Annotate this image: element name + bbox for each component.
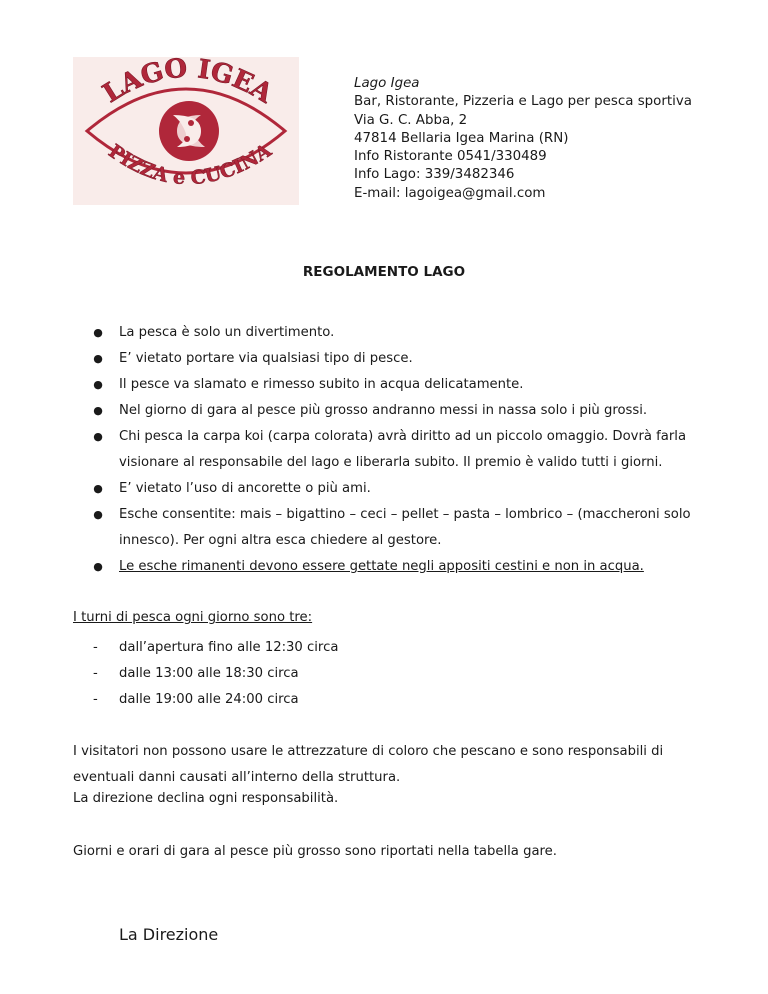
- logo: [73, 57, 299, 205]
- business-name: Lago Igea: [354, 76, 420, 91]
- logo-top-text: LAGO IGEA: [97, 57, 278, 110]
- page-title: REGOLAMENTO LAGO: [302, 264, 466, 280]
- rule-item: ● Chi pesca la carpa koi (carpa colorata) avrà diritto ad un piccolo omaggio. Dovrà farla visionare al responsabile del lago e liberarla subito. Il premio è valido tutti i giorni.: [93, 424, 693, 476]
- signature: La Direzione: [119, 925, 219, 944]
- contact-block: [354, 75, 692, 203]
- bullet-icon: ●: [93, 482, 103, 495]
- rule-item: ● Esche consentite: mais – bigattino – ceci – pellet – pasta – lombrico – (maccheroni solo innesco). Per ogni altra esca chiedere al gestore.: [93, 502, 693, 554]
- bullet-icon: ●: [93, 508, 103, 521]
- fish-emblem-icon: [73, 57, 299, 205]
- email: E-mail: lagoigea@gmail.com: [354, 185, 546, 201]
- competition-note: Giorni e orari di gara al pesce più grosso sono riportati nella tabella gare.: [73, 844, 557, 859]
- phone-lake: Info Lago: 339/3482346: [354, 167, 515, 183]
- dash-icon: -: [93, 666, 98, 681]
- bullet-icon: ●: [93, 378, 103, 391]
- bullet-icon: ●: [93, 404, 103, 417]
- business-tagline: Bar, Ristorante, Pizzeria e Lago per pesca sportiva: [354, 94, 692, 110]
- shift-item: - dalle 19:00 alle 24:00 circa: [93, 687, 338, 713]
- rule-item: ● Le esche rimanenti devono essere gettate negli appositi cestini e non in acqua.: [93, 554, 693, 580]
- notice-disclaimer: La direzione declina ogni responsabilità.: [73, 791, 339, 806]
- rules-list: [93, 320, 693, 580]
- shifts-title: I turni di pesca ogni giorno sono tre:: [73, 610, 313, 625]
- dash-icon: -: [93, 640, 98, 655]
- phone-restaurant: Info Ristorante 0541/330489: [354, 149, 547, 165]
- rule-item: ● Nel giorno di gara al pesce più grosso andranno messi in nassa solo i più grossi.: [93, 398, 693, 424]
- bullet-icon: ●: [93, 352, 103, 365]
- dash-icon: -: [93, 692, 98, 707]
- notice-paragraph: [73, 739, 713, 807]
- rule-item: ● E’ vietato portare via qualsiasi tipo di pesce.: [93, 346, 693, 372]
- rule-item: ● E’ vietato l’uso di ancorette o più ami.: [93, 476, 693, 502]
- bullet-icon: ●: [93, 430, 103, 443]
- rule-item: ● Il pesce va slamato e rimesso subito in acqua delicatamente.: [93, 372, 693, 398]
- city: 47814 Bellaria Igea Marina (RN): [354, 130, 569, 146]
- shifts-list: [93, 635, 338, 713]
- notice-visitors: I visitatori non possono usare le attrezzature di coloro che pescano e sono responsabili di eventuali danni causati all’interno della struttura.: [73, 744, 664, 785]
- shift-item: - dall’apertura fino alle 12:30 circa: [93, 635, 338, 661]
- logo-bottom-text: PIZZA e CUCINA: [104, 139, 276, 190]
- bullet-icon: ●: [93, 560, 103, 573]
- bullet-icon: ●: [93, 326, 103, 339]
- rule-item: ● La pesca è solo un divertimento.: [93, 320, 693, 346]
- address: Via G. C. Abba, 2: [354, 112, 468, 128]
- shift-item: - dalle 13:00 alle 18:30 circa: [93, 661, 338, 687]
